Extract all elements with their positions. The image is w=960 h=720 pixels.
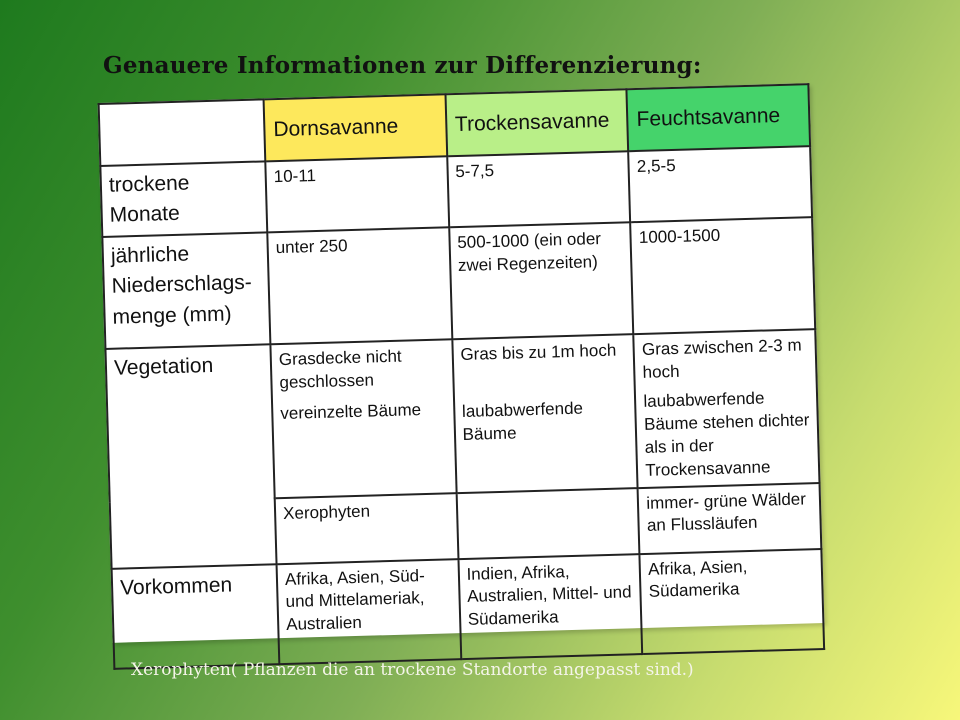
slide-title: Genauere Informationen zur Differenzierung: [103, 52, 702, 79]
slide-caption: Xerophyten( Pflanzen die an trockene Standorte angepasst sind.) [131, 660, 694, 680]
table-row [105, 329, 819, 502]
cell-trocken-empty [456, 488, 639, 559]
dorn-vegetation-line-1: Grasdecke nicht geschlossen [278, 346, 402, 392]
savanna-table-scan [98, 83, 825, 643]
row-label-trockene-monate: trockene Monate [100, 161, 267, 236]
header-dornsavanne: Dornsavanne [264, 94, 447, 161]
cell-dorn-vorkommen: Afrika, Asien, Süd- und Mittelameriak, Australien [277, 559, 461, 664]
cell-feucht-monate: 2,5-5 [628, 146, 812, 222]
feucht-vegetation-line-2: laubabwerfende Bäume stehen dichter als in der Trockensavanne [643, 388, 810, 480]
header-corner [99, 99, 266, 166]
cell-trocken-monate: 5-7,5 [447, 151, 631, 227]
trocken-vegetation-line-1: Gras bis zu 1m hoch [460, 340, 617, 364]
cell-dorn-vegetation [270, 339, 456, 498]
savanna-comparison-table [98, 83, 826, 669]
cell-feucht-vegetation [634, 329, 820, 488]
table-row [112, 549, 825, 669]
cell-dorn-monate: 10-11 [265, 156, 449, 232]
cell-trocken-vegetation [452, 334, 638, 493]
cell-trocken-vorkommen: Indien, Afrika, Australien, Mittel- und Südamerika [458, 554, 642, 659]
table-row [102, 217, 815, 349]
row-label-vorkommen: Vorkommen [112, 564, 280, 669]
cell-dorn-xerophyten: Xerophyten [275, 493, 458, 564]
cell-trocken-niederschlag: 500-1000 (ein oder zwei Regenzeiten) [449, 222, 634, 339]
cell-dorn-niederschlag: unter 250 [267, 227, 452, 344]
trocken-vegetation-line-2: laubabwerfende Bäume [461, 398, 584, 444]
header-feuchtsavanne: Feuchtsavanne [627, 84, 810, 151]
cell-feucht-vorkommen: Afrika, Asien, Südamerika [640, 549, 824, 654]
cell-feucht-waelder: immer- grüne Wälder an Flussläufen [638, 483, 821, 554]
row-label-niederschlag: jährliche Niederschlags-menge (mm) [102, 232, 270, 349]
feucht-vegetation-line-1: Gras zwischen 2-3 m hoch [641, 335, 802, 382]
dorn-vegetation-line-2: vereinzelte Bäume [280, 399, 422, 423]
row-label-vegetation: Vegetation [105, 344, 276, 568]
cell-feucht-niederschlag: 1000-1500 [630, 217, 815, 334]
header-trockensavanne: Trockensavanne [445, 89, 628, 156]
